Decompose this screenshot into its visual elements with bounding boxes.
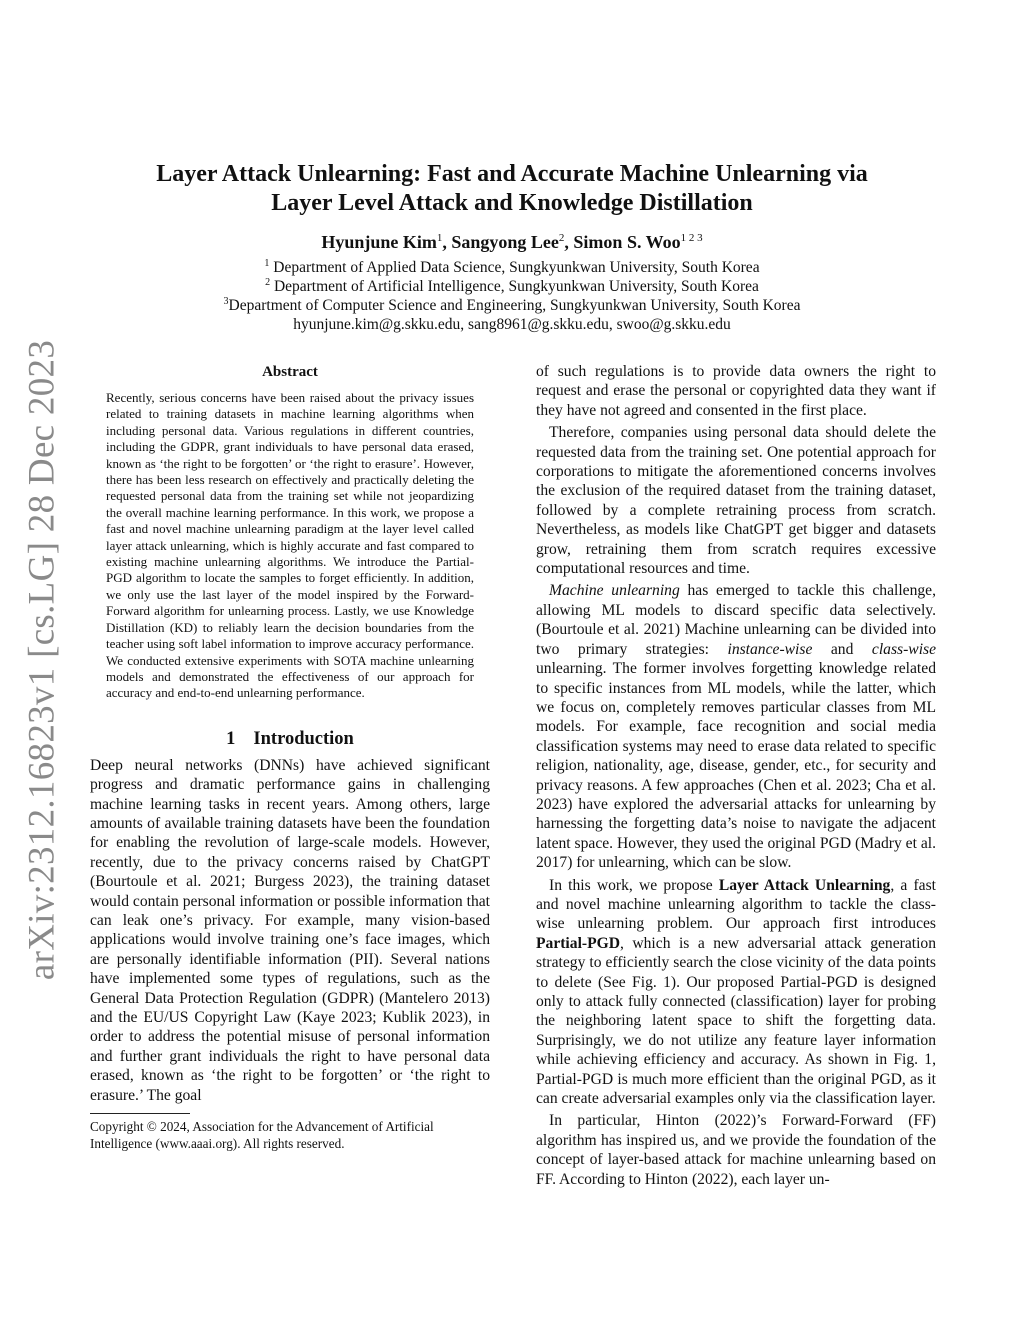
affiliation-marker: 3 [223, 296, 229, 307]
author-name: Sangyong Lee [451, 232, 559, 252]
affiliation-list [100, 258, 924, 334]
author-name: Simon S. Woo [573, 232, 681, 252]
emphasis-term: Machine unlearning [549, 582, 680, 600]
paragraph-text: , a fast and novel machine unlearning algorithm to tackle the class-wise unlearning problem. Our approach first introduces [536, 876, 936, 933]
paragraph-text: unlearning. The former involves forgetting knowledge related to specific instances from ML models, while the latter, which we focus on, completely removes particular classes from ML models. For example, face recognition and social media classification systems may need to erase data related to specific religion, nationality, age, disease, gender, etc., for security and privacy reasons. A few approaches (Chen et al. 2023; Cha et al. 2023) have explored the adversarial attacks for unlearning by harnessing the forgetting data’s noise to navigate the adjacent latent space. However, they used the original PGD (Madry et al. 2017) for unlearning, which can be slow. [536, 660, 936, 872]
copyright-footnote: Copyright © 2024, Association for the Advancement of Artificial Intelligence (www.aaai.org). All rights reserved. [90, 1119, 434, 1151]
abstract-heading: Abstract [262, 364, 318, 380]
author-list: Hyunjune Kim$^1$, Sangyong Lee$^2$, Simon S. Woo$^{1 2 3}$ [321, 232, 703, 252]
arxiv-identifier-text: arXiv:2312.16823v1 [cs.LG] 28 Dec 2023 [21, 339, 63, 981]
affiliation-line [100, 258, 924, 277]
paragraph-text: , which is a new adversarial attack generation strategy to efficiently search the close vicinity of the data points to delete (See Fig. 1). Our proposed Partial-PGD is designed only to attack fully connected (classification) layer for probing the neighboring latent space to shift the forgetting data. Surprisingly, we do not utilize any feature layer information while achieving efficiency and accuracy. As shown in Fig. 1, Partial-PGD is much more efficient than the original PGD, as it can create adversarial examples only via the classification layer. [536, 934, 936, 1108]
paper-title-line-1: Layer Attack Unlearning: Fast and Accurate Machine Unlearning via [156, 161, 868, 187]
body-paragraph-machine-unlearning [536, 581, 936, 872]
author-affiliation-marker: 2 [558, 232, 565, 244]
body-paragraph: Therefore, companies using personal data should delete the requested data from the training set. One potential approach for corporations to mitigate the aforementioned concerns involves the exclusion of the required dataset from the training dataset, followed by a complete retraining process from scratch. Nevertheless, as models like ChatGPT get bigger and datasets grow, retraining them from scratch requires excessive computational resources and time. [536, 424, 936, 578]
footnote-divider [90, 1113, 190, 1114]
affiliation-line [100, 277, 924, 296]
bold-term: Layer Attack Unlearning [718, 876, 891, 894]
paragraph-text: In this work, we propose [549, 876, 719, 894]
right-column [536, 362, 936, 1189]
affiliation-line [100, 296, 924, 315]
affiliation-marker: 2 [265, 277, 271, 288]
bold-term: Partial-PGD [536, 934, 621, 952]
author-name: Hyunjune Kim [321, 232, 437, 252]
author-affiliation-marker: 1 [436, 232, 443, 244]
author-affiliation-marker: 1 2 3 [680, 232, 703, 244]
affiliation-text: Department of Computer Science and Engineering, Sungkyunkwan University, South Korea [228, 297, 801, 314]
paragraph-text: has emerged to tackle this challenge, allowing ML models to discard specific data selectively. (Bourtoule et al. 2021) Machine unlearning can be divided into two primary strategies: [536, 582, 936, 658]
body-paragraph: of such regulations is to provide data owners the right to request and erase the personal or copyrighted data they want if they have not agreed and consented in the first place. [536, 363, 936, 419]
paper-title [100, 160, 924, 218]
body-paragraph: In particular, Hinton (2022)’s Forward-Forward (FF) algorithm has inspired us, and we provide the foundation of the concept of layer-based attack for machine unlearning based on FF. According to Hinton (2022), each layer un- [536, 1112, 936, 1188]
affiliation-text: Department of Applied Data Science, Sungkyunkwan University, South Korea [273, 259, 760, 276]
abstract-body: Recently, serious concerns have been raised about the privacy issues related to training datasets in machine learning algorithms when including personal data. Various regulations in different countries, including the GDPR, grant individuals to have personal data erased, known as ‘the right to be forgotten’ or ‘the right to erasure’. However, there has been less research on effectively and practically deleting the requested personal data from the training set while not jeopardizing the overall machine learning performance. In this work, we propose a fast and novel machine unlearning paradigm at the layer level called layer attack unlearning, which is highly accurate and fast compared to existing machine unlearning algorithms. We introduce the Partial-PGD algorithm to locate the samples to forget efficiently. In addition, we only use the last layer of the model inspired by the Forward-Forward algorithm for unlearning process. Lastly, we use Knowledge Distillation (KD) to reliably learn the decision boundaries from the teacher using soft label information to improve accuracy performance. We conducted extensive experiments with SOTA machine unlearning models and demonstrated the effectiveness of our approach for accuracy and end-to-end unlearning performance. [106, 390, 474, 701]
abstract-section [90, 362, 490, 702]
paper-title-line-2: Layer Level Attack and Knowledge Distillation [271, 190, 753, 216]
section-title: Introduction [253, 728, 354, 749]
emphasis-term: instance-wise [727, 640, 813, 658]
author-emails: hyunjune.kim@g.skku.edu, sang8961@g.skku.edu, swoo@g.skku.edu [293, 316, 731, 333]
section-number: 1 [226, 728, 236, 749]
left-column [90, 362, 490, 1152]
affiliation-marker: 1 [264, 258, 270, 269]
introduction-paragraph: Deep neural networks (DNNs) have achieved significant progress and dramatic performance gains in challenging machine learning tasks in recent years. Among others, large amounts of available training datasets have been the foundation for enabling the revolution of large-scale models. However, recently, due to the privacy concerns raised by ChatGPT (Bourtoule et al. 2021; Burgess 2023), the training dataset would contain personal information or possible information that can leak one’s privacy. For example, many vision-based applications would involve training one’s face images, which are personally identifiable information (PII). Several nations have implemented some types of regulations, such as the General Data Protection Regulation (GDPR) (Mantelero 2013) and the EU/US Copyright Law (Kaye 2023; Kublik 2023), in order to address the potential misuse of personal information and further grant individuals the right to have personal data erased, known as ‘the right to be forgotten’ or ‘the right to erasure.’ The goal [90, 756, 490, 1104]
paragraph-text: and [812, 640, 872, 658]
emphasis-term: class-wise [871, 640, 937, 658]
section-heading-introduction [90, 728, 490, 750]
body-paragraph-contribution [536, 876, 936, 1109]
affiliation-text: Department of Artificial Intelligence, Sungkyunkwan University, South Korea [273, 278, 759, 295]
